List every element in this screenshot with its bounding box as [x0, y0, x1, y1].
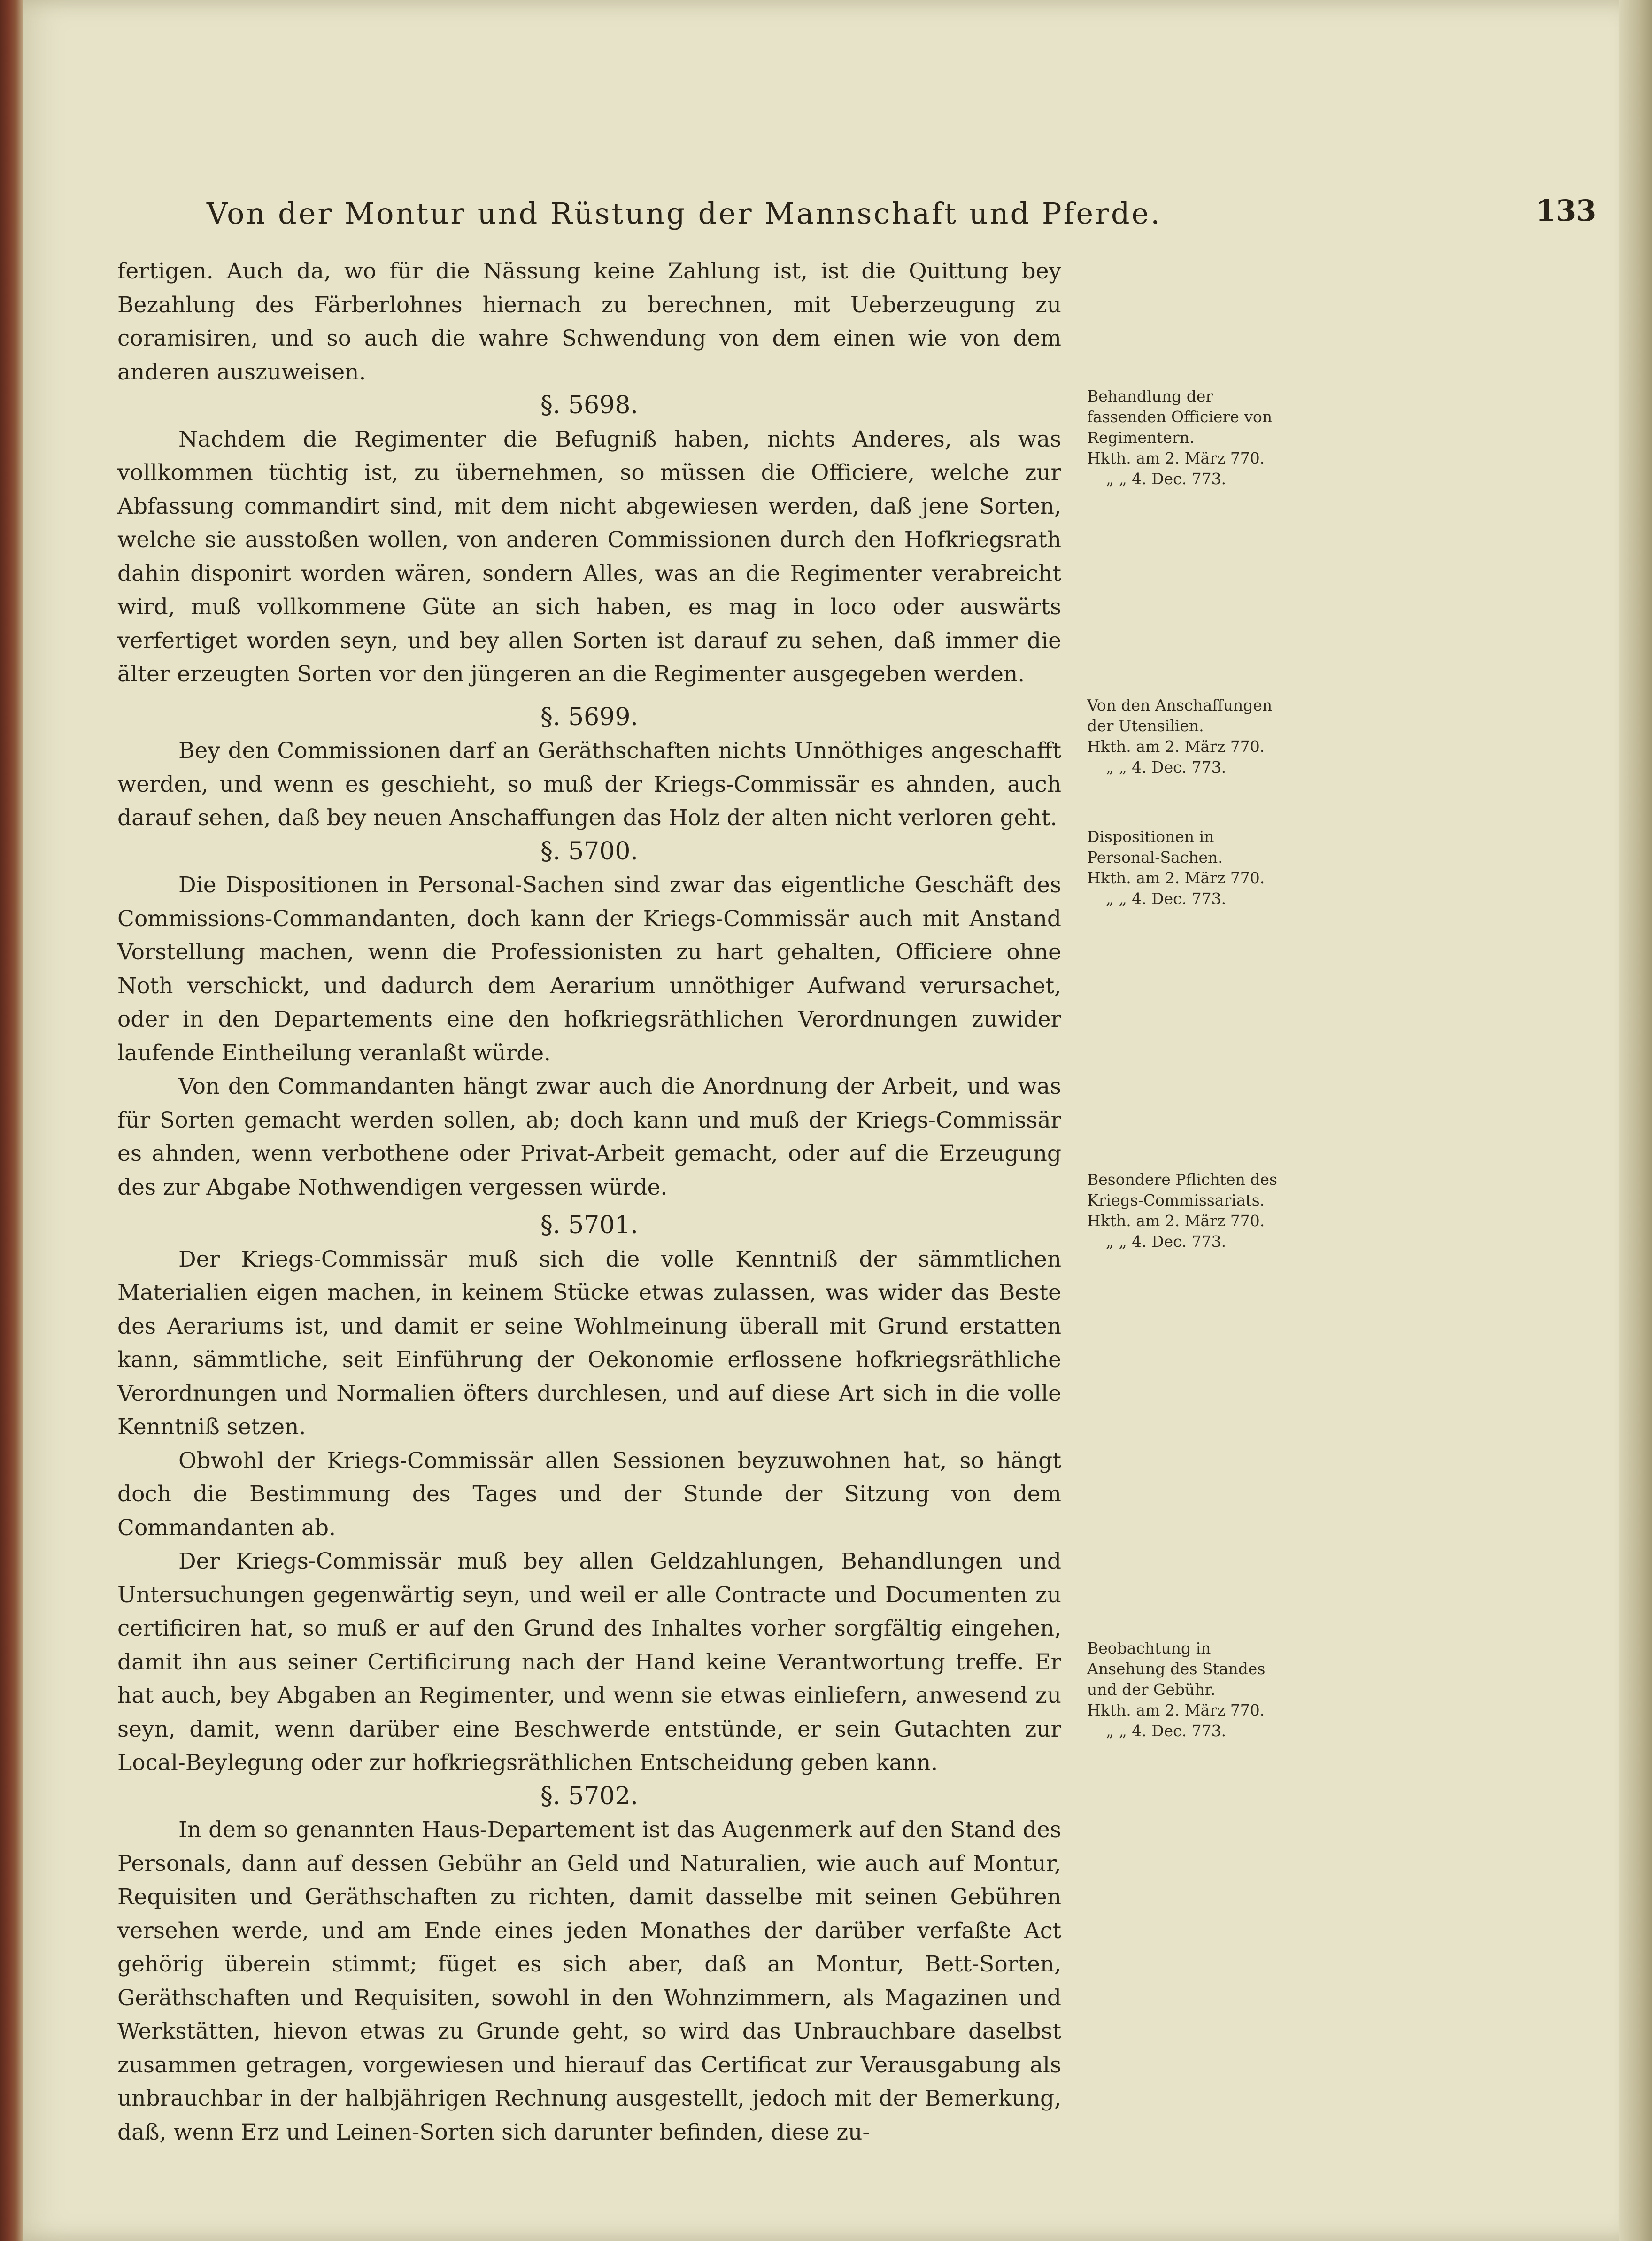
margin-note-title: Dispositionen in Personal-Sachen.	[1087, 827, 1223, 866]
paragraph-5700-1: Die Dispositionen in Personal-Sachen sind zwar das eigentliche Geschäft des Commissions-Commandanten, doch kann der Kriegs-Commissär auch mit Anstand Vorstellung machen, wenn die Professionisten zu hart gehalten, Officiere ohne Noth verschickt, und dadurch dem Aerarium unnöthiger Aufwand verursachet, oder in den Departements eine den hofkriegsräthlichen Verordnungen zuwider laufende Eintheilung veranlaßt würde.	[117, 872, 1061, 1066]
margin-note-ref: Hkth. am 2. März 770.	[1087, 1701, 1265, 1719]
paragraph-5701-3: Der Kriegs-Commissär muß bey allen Geldzahlungen, Behandlungen und Untersuchungen gegenwärtig seyn, und weil er alle Contracte und Documenten zu certificiren hat, so muß er auf den Grund des Inhaltes vorher sorgfältig eingehen, damit ihn aus seiner Certificirung nach der Hand keine Verantwortung treffe. Er hat auch, bey Abgaben an Regimenter, und wenn sie etwas einliefern, anwesend zu seyn, damit, wenn darüber eine Beschwerde entstünde, er sein Gutachten zur Local-Beylegung oder zur hofkriegsräthlichen Entscheidung geben kann.	[117, 1548, 1061, 1776]
margin-note-title: Behandlung der fassenden Officiere von Regimentern.	[1087, 387, 1273, 447]
margin-note-ref: „ „ 4. Dec. 773.	[1106, 758, 1227, 776]
margin-note-title: Besondere Pflichten des Kriegs-Commissariats.	[1087, 1170, 1277, 1209]
paragraph-5700-2: Von den Commandanten hängt zwar auch die Anordnung der Arbeit, und was für Sorten gemacht werden sollen, ab; doch kann und muß der Kriegs-Commissär es ahnden, wenn verbothene oder Privat-Arbeit gemacht, oder auf die Erzeugung des zur Abgabe Nothwendigen vergessen würde.	[117, 1074, 1061, 1200]
paragraph-5698-1: Nachdem die Regimenter die Befugniß haben, nichts Anderes, als was vollkommen tüchtig ist, zu übernehmen, so müssen die Officiere, welche zur Abfassung commandirt sind, mit dem nicht abgewiesen werden, daß jene Sorten, welche sie ausstoßen wollen, von anderen Commissionen durch den Hofkriegsrath dahin disponirt worden wären, sondern Alles, was an die Regimenter verabreicht wird, muß vollkommene Güte an sich haben, es mag in loco oder auswärts verfertiget worden seyn, und bey allen Sorten ist darauf zu sehen, daß immer die älter erzeugten Sorten vor den jüngeren an die Regimenter ausgegeben werden.	[117, 426, 1061, 687]
margin-note-5702	[1087, 1638, 1289, 1741]
page-edge	[1619, 0, 1652, 2241]
section-heading-5701: §. 5701.	[540, 1211, 638, 1239]
margin-note-title: Beobachtung in Ansehung des Standes und der Gebühr.	[1087, 1639, 1266, 1699]
paragraph-intro: fertigen. Auch da, wo für die Nässung keine Zahlung ist, ist die Quittung bey Bezahlung des Färberlohnes hiernach zu berechnen, mit Ueberzeugung zu coramisiren, und so auch die wahre Schwendung von dem einen wie von dem anderen auszuweisen.	[117, 258, 1061, 385]
page-number: 133	[1536, 193, 1597, 228]
margin-note-ref: Hkth. am 2. März 770.	[1087, 737, 1265, 756]
main-text	[117, 255, 1061, 2149]
margin-note-title: Von den Anschaffungen der Utensilien.	[1087, 696, 1273, 735]
margin-note-5701	[1087, 1169, 1289, 1252]
paragraph-5701-1: Der Kriegs-Commissär muß sich die volle Kenntniß der sämmtlichen Materialien eigen machen, in keinem Stücke etwas zulassen, was wider das Beste des Aerariums ist, und damit er seine Wohlmeinung überall mit Grund erstatten kann, sämmtliche, seit Einführung der Oekonomie erflossene hofkriegsräthliche Verordnungen und Normalien öfters durchlesen, und auf diese Art sich in die volle Kenntniß setzen.	[117, 1246, 1061, 1440]
margin-note-ref: Hkth. am 2. März 770.	[1087, 1212, 1265, 1230]
margin-note-5698	[1087, 386, 1289, 489]
margin-note-ref: „ „ 4. Dec. 773.	[1106, 470, 1227, 488]
section-heading-5698: §. 5698.	[540, 391, 638, 419]
section-heading-5699: §. 5699.	[540, 703, 638, 731]
margin-note-ref: „ „ 4. Dec. 773.	[1106, 889, 1227, 908]
section-heading-5702: §. 5702.	[540, 1782, 638, 1810]
margin-note-ref: „ „ 4. Dec. 773.	[1106, 1232, 1227, 1251]
paragraph-5699-1: Bey den Commissionen darf an Geräthschaften nichts Unnöthiges angeschafft werden, und wenn es geschieht, so muß der Kriegs-Commissär es ahnden, auch darauf sehen, daß bey neuen Anschaffungen das Holz der alten nicht verloren geht.	[117, 738, 1061, 831]
margin-note-5700	[1087, 827, 1289, 909]
paragraph-5701-2: Obwohl der Kriegs-Commissär allen Sessionen beyzuwohnen hat, so hängt doch die Bestimmung des Tages und der Stunde der Sitzung von dem Commandanten ab.	[117, 1447, 1061, 1541]
margin-note-5699	[1087, 695, 1289, 778]
margin-note-ref: „ „ 4. Dec. 773.	[1106, 1722, 1227, 1740]
section-heading-5700: §. 5700.	[540, 837, 638, 865]
margin-note-ref: Hkth. am 2. März 770.	[1087, 869, 1265, 887]
running-header: Von der Montur und Rüstung der Mannschaft und Pferde.	[207, 196, 1162, 231]
paragraph-5702-1: In dem so genannten Haus-Departement ist das Augenmerk auf den Stand des Personals, dann auf dessen Gebühr an Geld und Naturalien, wie auch auf Montur, Requisiten und Geräthschaften zu richten, damit dasselbe mit seinen Gebühren versehen werde, und am Ende eines jeden Monathes der darüber verfaßte Act gehörig überein stimmt; füget es sich aber, daß an Montur, Bett-Sorten, Geräthschaften und Requisiten, sowohl in den Wohnzimmern, als Magazinen und Werkstätten, hievon etwas zu Grunde geht, so wird das Unbrauchbare daselbst zusammen getragen, vorgewiesen und hierauf das Certificat zur Verausgabung als unbrauchbar in der halbjährigen Rechnung ausgestellt, jedoch mit der Bemerkung, daß, wenn Erz und Leinen-Sorten sich darunter befinden, diese zu-	[117, 1817, 1061, 2145]
margin-note-ref: Hkth. am 2. März 770.	[1087, 449, 1265, 467]
